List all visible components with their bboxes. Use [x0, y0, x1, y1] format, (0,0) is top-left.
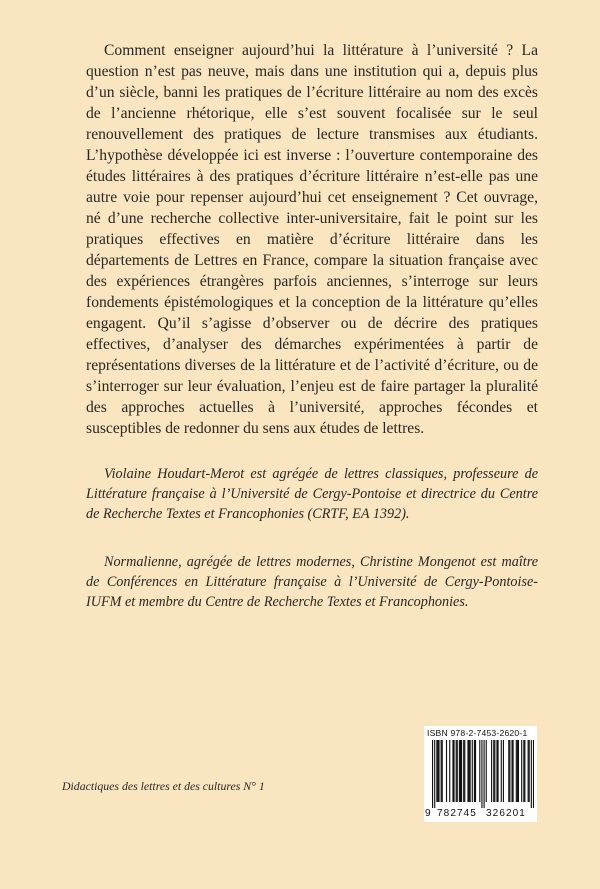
barcode-guard-bar — [481, 740, 482, 808]
barcode-bar — [459, 740, 460, 802]
barcode-bar — [452, 740, 453, 802]
barcode-guard-bar — [434, 740, 435, 808]
author-bio-mongenot: Normalienne, agrégée de lettres modernes, Christine Mongenot est maître de Conférences en Littérature française à l’Université de Cergy-Pontoise-IUFM et membre du Centre de Recherche Textes et Francophonies. — [86, 554, 538, 610]
barcode-bar — [511, 740, 512, 802]
isbn-label: ISBN 978-2-7453-2620-1 — [427, 728, 528, 738]
barcode-bar — [442, 740, 443, 802]
barcode-bar — [523, 740, 524, 802]
barcode-bar — [513, 740, 514, 802]
barcode-bar — [496, 740, 497, 802]
barcode-bar — [494, 740, 495, 802]
barcode-bars — [432, 740, 534, 808]
barcode-bar — [472, 740, 473, 802]
barcode-bar — [438, 740, 439, 802]
barcode-bar — [479, 740, 480, 802]
barcode-bar — [501, 740, 502, 802]
barcode-bar — [521, 740, 522, 802]
barcode-bar — [456, 740, 457, 802]
barcode-bar — [491, 740, 492, 802]
barcode-bar — [460, 740, 461, 802]
barcode-bar — [453, 740, 454, 802]
barcode-bar — [436, 740, 437, 802]
barcode-guard-bar — [432, 740, 433, 808]
barcode-bar — [464, 740, 465, 802]
barcode-guard-bar — [533, 740, 534, 808]
barcode-bar — [463, 740, 464, 802]
barcode-bar — [493, 740, 494, 802]
blurb-text: Comment enseigner aujourd’hui la littérature à l’université ? La question n’est pas neuve, mais dans une institution qui a, depuis plus d’un siècle, banni les pratiques de l’écriture littéraire au nom des excès de l’ancienne rhétorique, elle s’est souvent focalisée sur le seul renouvellement des pratiques de lecture transmises aux étudiants. L’hypothèse développée ici est inverse : l’ouverture contemporaine des études littéraires à des pratiques d’écriture littéraire n’est-elle pas une autre voie pour repenser aujourd’hui cet enseignement ? Cet ouvrage, né d’une recherche collective inter-universitaire, fait le point sur les pratiques effectives en matière d’écriture littéraire dans les départements de Lettres en France, compare la situation française avec des expériences étrangères parfois anciennes, s’interroge sur leurs fondements épistémologiques et la conception de la littérature qu’elles engagent. Qu’il s’agisse d’observer ou de décrire des pratiques effectives, d’analyser des démarches expérimentées à partir de représentations diverses de la littérature et de l’activité d’écriture, ou de s’interroger sur leur évaluation, l’enjeu est de faire partager la pluralité des approches actuelles à l’université, approches fécondes et susceptibles de redonner du sens aux études de lettres. — [86, 42, 538, 437]
barcode-bar — [508, 740, 509, 802]
barcode-bar — [516, 740, 517, 802]
barcode-bar — [469, 740, 470, 802]
barcode-bar — [461, 740, 462, 802]
barcode-guard-bar — [531, 740, 532, 808]
barcode-bar — [446, 740, 447, 802]
barcode-bar — [517, 740, 518, 802]
barcode-digit-first: 9 — [425, 808, 432, 819]
barcode-bar — [437, 740, 438, 802]
barcode-bar — [524, 740, 525, 802]
barcode-bar — [518, 740, 519, 802]
barcode-digits — [424, 808, 537, 821]
barcode-bar — [441, 740, 442, 802]
barcode-bar — [503, 740, 504, 802]
barcode-bar — [528, 740, 529, 802]
barcode-bar — [457, 740, 458, 802]
series-title: Didactiques des lettres et des cultures N° 1 — [62, 779, 265, 793]
isbn-barcode — [424, 726, 537, 822]
barcode-bar — [529, 740, 530, 802]
barcode-bar — [509, 740, 510, 802]
barcode-bar — [470, 740, 471, 802]
barcode-bar — [497, 740, 498, 802]
barcode-digits-left: 782745 — [437, 808, 477, 819]
barcode-guard-bar — [484, 740, 485, 808]
barcode-bar — [467, 740, 468, 802]
barcode-bar — [486, 740, 487, 802]
author-bio-houdart-merot: Violaine Houdart-Merot est agrégée de lettres classiques, professeure de Littérature française à l’Université de Cergy-Pontoise et directrice du Centre de Recherche Textes et Francophonies (CRTF, EA 1392). — [86, 466, 538, 522]
barcode-bar — [475, 740, 476, 802]
barcode-digits-right: 326201 — [486, 808, 526, 819]
barcode-bar — [449, 740, 450, 802]
barcode-bar — [474, 740, 475, 802]
